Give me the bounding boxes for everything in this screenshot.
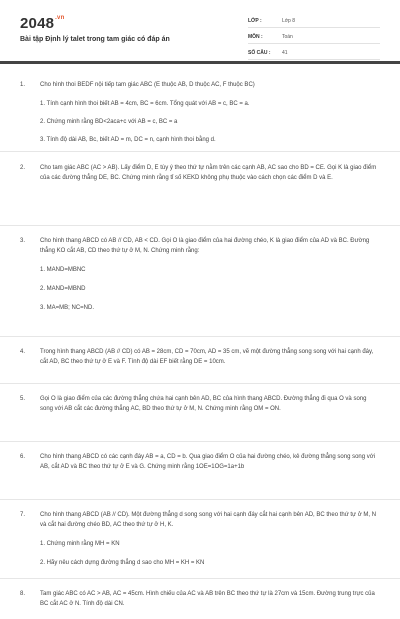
meta-row-count [248,47,380,60]
question-number: 3. [20,238,26,244]
question-number: 2. [20,165,26,171]
sub-question: 1. Tính cạnh hình thoi biết AB = 4cm, BC = 6cm. Tổng quát với AB = c, BC = a. [40,101,250,107]
question-5 [0,384,400,442]
site-logo[interactable] [20,15,64,32]
question-number: 7. [20,512,26,518]
header-divider [0,61,400,64]
sub-question: 2. Chứng minh rằng BD<2aca+c với AB = c, BC = a [40,119,178,125]
question-4 [0,337,400,384]
question-8 [0,579,400,619]
question-text: Trong hình thang ABCD (AB // CD) có AB = 28cm, CD = 70cm, AD = 35 cm, vẽ một đường thẳng song song với hai cạnh đáy, cắt AD, BC theo thứ tự ở E và F. Tính độ dài EF biết rằng DE = 10cm. [40,349,374,365]
question-6 [0,442,400,500]
question-number: 5. [20,396,26,402]
meta-value: 41 [282,50,288,56]
question-number: 8. [20,591,26,597]
document-title: Bài tập Định lý talet trong tam giác có đáp án [20,36,170,43]
sub-question: 1. MAND=MBNC [40,267,86,273]
sub-question: 3. Tính độ dài AB, Bc, biết AD = m, DC = n, cạnh hình thoi bằng d. [40,137,216,143]
sub-question: 2. MAND=MBND [40,286,86,292]
meta-label: MÔN : [248,34,263,40]
question-text: Tam giác ABC có AC > AB, AC = 45cm. Hình chiếu của AC và AB trên BC theo thứ tự là 27cm và 15cm. Đường trung trực của BC cắt AC ở N. Tính độ dài CN. [40,591,375,607]
question-text: Cho tam giác ABC (AC > AB). Lấy điểm D, E tùy ý theo thứ tự nằm trên các cạnh AB, AC sao cho BD = CE. Gọi K là giao điểm của các đường thẳng DE, BC. Chứng minh rằng tỉ số KEKD không phụ thuộc vào cách chọn các điểm D và E. [40,165,377,181]
logo-main: 2048 [20,15,55,32]
question-text: Cho hình thoi BEDF nội tiếp tam giác ABC (E thuộc AB, D thuộc AC, F thuộc BC) [40,82,255,88]
meta-label: LỚP : [248,18,262,24]
logo-sub: .vn [55,15,65,21]
meta-label: SỐ CÂU : [248,50,271,56]
sub-question: 3. MA=MB; NC=ND. [40,305,95,311]
question-text: Cho hình thang ABCD có AB // CD, AB < CD. Gọi O là giao điểm của hai đường chéo, K là giao điểm của AD và BC. Đường thẳng KO cắt AB, CD theo thứ tự ở M, N. Chứng minh rằng: [40,238,370,254]
question-text: Gọi O là giao điểm của các đường thẳng chứa hai cạnh bên AD, BC của hình thang ABCD. Đường thẳng đi qua O và song song với AB cắt các đường thẳng AC, BD theo thứ tự ở M, N. Chứng minh rằng OM = ON. [40,396,367,412]
question-number: 6. [20,454,26,460]
page-header [0,0,400,58]
question-1 [0,68,400,152]
meta-value: Toán [282,34,293,40]
question-text: Cho hình thang ABCD có các cạnh đáy AB = a, CD = b. Qua giao điểm O của hai đường chéo, kẻ đường thẳng song song với AB, cắt AD và BC theo thứ tự ở E và G. Chứng minh rằng 1OE=1OG=1a+1b [40,454,376,470]
sub-question: 1. Chứng minh rằng MH = KN [40,541,120,547]
meta-row-subject [248,31,380,44]
meta-value: Lớp 8 [282,18,296,24]
sub-question: 2. Hãy nêu cách dựng đường thẳng d sao cho MH = KH = KN [40,560,205,566]
question-text: Cho hình thang ABCD (AB // CD). Một đường thẳng d song song với hai cạnh đáy cắt hai cạnh bên AD, BC theo thứ tự ở M, N và cắt hai đường chéo BD, AC theo thứ tự ở H, K. [40,512,377,528]
document-meta [248,15,380,63]
meta-row-class [248,15,380,28]
question-3 [0,226,400,337]
question-2 [0,152,400,226]
question-list [0,68,400,619]
question-number: 1. [20,82,26,88]
question-7 [0,500,400,579]
question-number: 4. [20,349,26,355]
